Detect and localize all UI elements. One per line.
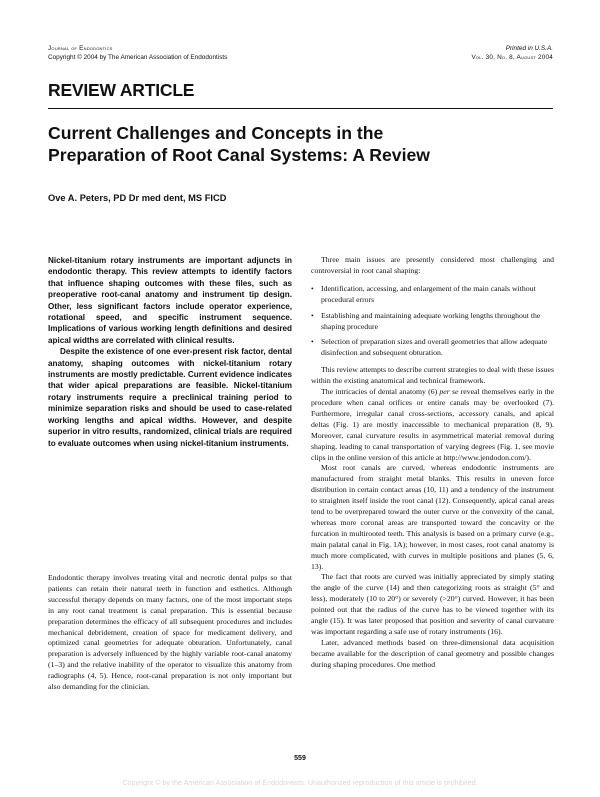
copyright-footer: Copyright © by the American Association of Endodontists. Unauthorized reproduction of this article is prohibited.	[122, 778, 478, 787]
page-number: 559	[294, 755, 306, 762]
body-paragraph: Three main issues are presently considered most challenging and controversial in root canal shaping:	[311, 255, 554, 275]
list-item	[311, 284, 554, 306]
section-divider	[48, 108, 553, 109]
body-paragraph: Later, advanced methods based on three-dimensional data acquisition became available for the description of canal geometry and possible changes during shaping procedures. One method	[311, 637, 554, 669]
body-paragraph	[311, 387, 554, 463]
body-paragraph: The fact that roots are curved was initially appreciated by simply stating the angle of the curve (14) and then categorizing roots as straight (5° and less), moderately (10 to 20°) or severely (>20°) curved. However, it has been pointed out that the radius of the curve has to be viewed together with its angle (15). It was later proposed that position and severity of canal curvature was important regarding a safe use of rotary instruments (16).	[311, 572, 554, 636]
abstract	[48, 255, 292, 449]
copyright-line: Copyright © 2004 by The American Association of Endodontists	[48, 53, 228, 61]
list-item-text: Selection of preparation sizes and overall geometries that allow adequate disinfection and subsequent obturation.	[321, 337, 548, 358]
title-line: Current Challenges and Concepts in the	[48, 123, 384, 143]
volume-info: Vol. 30, No. 8, August 2004	[471, 53, 553, 61]
section-label: REVIEW ARTICLE	[48, 80, 195, 100]
list-item-text: Identification, accessing, and enlargement of the main canals without procedural errors	[321, 283, 536, 304]
running-header-right	[472, 45, 554, 62]
list-item-text: Establishing and maintaining adequate working lengths throughout the shaping procedure	[321, 310, 541, 331]
printed-in: Printed in U.S.A.	[505, 45, 553, 52]
abstract-paragraph: Despite the existence of one ever-present risk factor, dental anatomy, shaping outcomes with nickel-titanium rotary instruments are mostly predictable. Current evidence indicates that wider apical preparations are feasible. Nickel-titanium rotary instruments require a preclinical training period to minimize separation risks and should be used to case-related working lengths and apical widths. However, and despite superior in vitro results, randomized, clinical trials are required to evaluate outcomes when using nickel-titanium instruments.	[48, 347, 292, 448]
body-paragraph: Most root canals are curved, whereas endodontic instruments are manufactured from straight metal blanks. This results in uneven force distribution in certain contact areas (10, 11) and a tendency of the instrument to straighten itself inside the root canal (12). Consequently, apical canal areas tend to be overprepared toward the outer curve or the convexity of the canal, whereas more coronal areas are transported toward the concavity or the furcation in multirooted teeth. This analysis is based on a primary curve (e.g., main palatal canal in Fig. 1A); however, in most cases, root canal anatomy is much more complicated, with curves in multiple positions and planes (5, 6, 13).	[311, 463, 554, 571]
text-run: reveal themselves early in the procedure when canal orifices or entire canals may be overlooked (7). Furthermore, irregular canal cross-sections, accessory canals, and apical deltas (Fig. 1) are mostly inaccessible to mechanical preparation (8, 9). Moreover, canal curvature results in asymmetrical material removal during shaping, leading to canal transportation of varying degrees (Fig. 1, see movie clips in the online version of this article at http://www.jendodon.com/).	[311, 387, 554, 462]
list-item	[311, 337, 554, 359]
title-line: Preparation of Root Canal Systems: A Review	[48, 145, 430, 165]
journal-name: Journal of Endodontics	[48, 45, 113, 52]
bullet-icon: •	[311, 310, 314, 320]
abstract-paragraph: Nickel-titanium rotary instruments are important adjuncts in endodontic therapy. This review attempts to identify factors that influence shaping outcomes with these files, such as preoperative root-canal anatomy and instrument tip design. Other, less significant factors include operator experience, rotational speed, and specific instrument sequence. Implications of various working length definitions and desired apical widths are correlated with clinical results.	[48, 256, 292, 345]
author-line: Ove A. Peters, PD Dr med dent, MS FICD	[48, 193, 227, 203]
bullet-icon: •	[311, 337, 314, 347]
intro-column	[48, 573, 292, 693]
bullet-icon: •	[311, 283, 314, 293]
list-item	[311, 311, 554, 333]
running-header-left	[48, 45, 227, 62]
body-paragraph: Endodontic therapy involves treating vital and necrotic dental pulps so that patients can retain their natural teeth in function and esthetics. Although successful therapy depends on many factors, one of the most important steps in any root canal treatment is canal preparation. This is essential because preparation determines the efficacy of all subsequent procedures and includes mechanical debridement, creation of space for medicament delivery, and optimized canal geometries for adequate obturation. Unfortunately, canal preparation is adversely influenced by the highly variable root-canal anatomy (1–3) and the relative inability of the operator to visualize this anatomy from radiographs (4, 5). Hence, root-canal preparation is not only important but also demanding for the clinician.	[48, 573, 292, 692]
right-column	[311, 255, 554, 671]
issues-list	[311, 284, 554, 359]
body-paragraph: This review attempts to describe current strategies to deal with these issues within the existing anatomical and technical framework.	[311, 365, 554, 386]
article-title	[48, 122, 553, 166]
text-run: The intricacies of dental anatomy (6)	[321, 387, 440, 397]
italic-term: per se	[439, 387, 459, 397]
